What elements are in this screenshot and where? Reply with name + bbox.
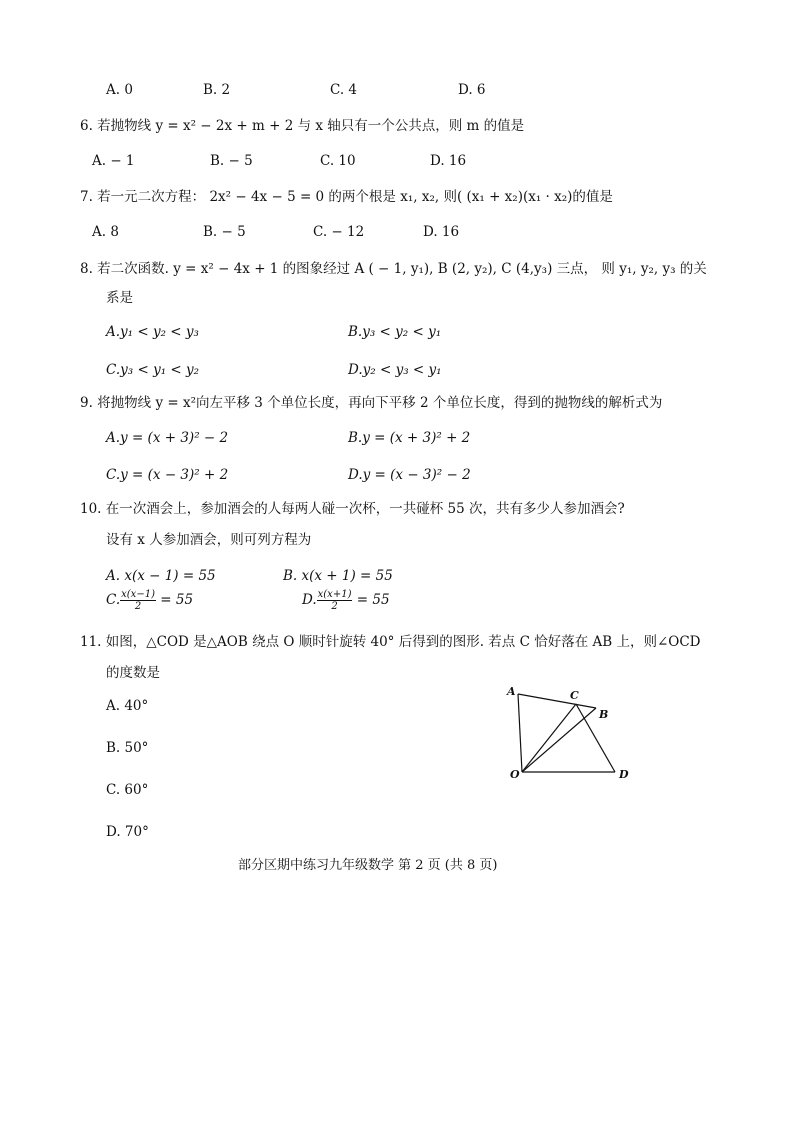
q10-option-c-denominator: 2 (134, 601, 142, 612)
q6-stem: 6. 若抛物线 y = x² − 2x + m + 2 与 x 轴只有一个公共点，则 m 的值是 (80, 118, 525, 134)
q6-option-b: B. − 5 (210, 153, 253, 169)
q9-option-d: D.y = (x − 3)² − 2 (348, 467, 471, 483)
q6-option-a: A. − 1 (92, 153, 135, 169)
q11-option-c: C. 60° (106, 782, 149, 798)
q5-option-d: D. 6 (458, 82, 486, 98)
q7-option-a: A. 8 (92, 224, 119, 240)
q8-option-a: A.y₁ < y₂ < y₃ (106, 324, 199, 340)
q10-option-d-denominator: 2 (331, 601, 338, 612)
q10-option-c-label: C. (106, 592, 121, 608)
figure-label-d: D (619, 768, 629, 781)
figure-label-c: C (570, 689, 579, 702)
segment-ab (518, 694, 596, 708)
q8-option-b: B.y₃ < y₂ < y₁ (348, 324, 442, 340)
q6-option-d: D. 16 (430, 153, 467, 169)
q9-option-a: A.y = (x + 3)² − 2 (106, 430, 229, 446)
segment-ob (522, 708, 596, 772)
figure-label-o: O (510, 768, 520, 781)
q6-option-c: C. 10 (320, 153, 356, 169)
q8-option-d: D.y₂ < y₃ < y₁ (348, 362, 442, 378)
q7-option-c: C. − 12 (313, 224, 365, 240)
q7-option-d: D. 16 (423, 224, 460, 240)
page-footer: 部分区期中练习九年级数学 第 2 页 (共 8 页) (238, 858, 498, 873)
q8-option-c: C.y₃ < y₁ < y₂ (106, 362, 200, 378)
segment-oc (522, 704, 576, 772)
q10-option-d-rhs: = 55 (356, 592, 390, 608)
q5-option-b: B. 2 (203, 82, 231, 98)
q11-option-b: B. 50° (106, 740, 149, 756)
q10-option-a: A. x(x − 1) = 55 (106, 568, 216, 584)
q10-stem-line1: 10. 在一次酒会上，参加酒会的人每两人碰一次杯，一共碰杯 55 次，共有多少人参加酒会? (80, 501, 625, 517)
q10-option-c-rhs: = 55 (160, 592, 194, 608)
q10-option-b: B. x(x + 1) = 55 (283, 568, 393, 584)
q9-option-c: C.y = (x − 3)² + 2 (106, 467, 229, 483)
figure-label-a: A (507, 685, 516, 698)
q5-option-c: C. 4 (330, 82, 358, 98)
q10-option-d-numerator: x(x+1) (317, 589, 352, 600)
q8-stem-line2: 系是 (106, 290, 133, 306)
segment-ao (518, 694, 522, 772)
q5-option-a: A. 0 (106, 82, 133, 98)
q11-stem-line2: 的度数是 (106, 665, 160, 681)
q10-option-c (106, 589, 193, 612)
q10-option-c-fraction (120, 589, 156, 612)
q10-stem-line2: 设有 x 人参加酒会，则可列方程为 (106, 532, 312, 548)
q9-stem: 9. 将抛物线 y = x²向左平移 3 个单位长度，再向下平移 2 个单位长度，得到的抛物线的解析式为 (80, 395, 663, 411)
q7-option-b: B. − 5 (203, 224, 246, 240)
q11-option-d: D. 70° (106, 824, 149, 840)
q10-option-c-numerator: x(x−1) (121, 589, 155, 600)
segment-cd (576, 704, 615, 772)
q10-option-d-label: D. (302, 592, 317, 608)
q10-option-d-fraction (317, 589, 353, 612)
q9-option-b: B.y = (x + 3)² + 2 (348, 430, 471, 446)
q10-option-d (302, 589, 390, 612)
figure-label-b: B (599, 708, 609, 721)
q11-rotation-figure (500, 682, 630, 782)
q7-stem: 7. 若一元二次方程： 2x² − 4x − 5 = 0 的两个根是 x₁, x₂, 则( (x₁ + x₂)(x₁ · x₂)的值是 (80, 189, 613, 205)
q11-stem-line1: 11. 如图，△COD 是△AOB 绕点 O 顺时针旋转 40° 后得到的图形. 若点 C 恰好落在 AB 上，则∠OCD (80, 634, 701, 650)
q8-stem-line1: 8. 若二次函数. y = x² − 4x + 1 的图象经过 A ( − 1, y₁), B (2, y₂), C (4,y₃) 三点， 则 y₁, y₂, y₃ 的关 (80, 261, 707, 277)
q11-option-a: A. 40° (106, 698, 149, 714)
